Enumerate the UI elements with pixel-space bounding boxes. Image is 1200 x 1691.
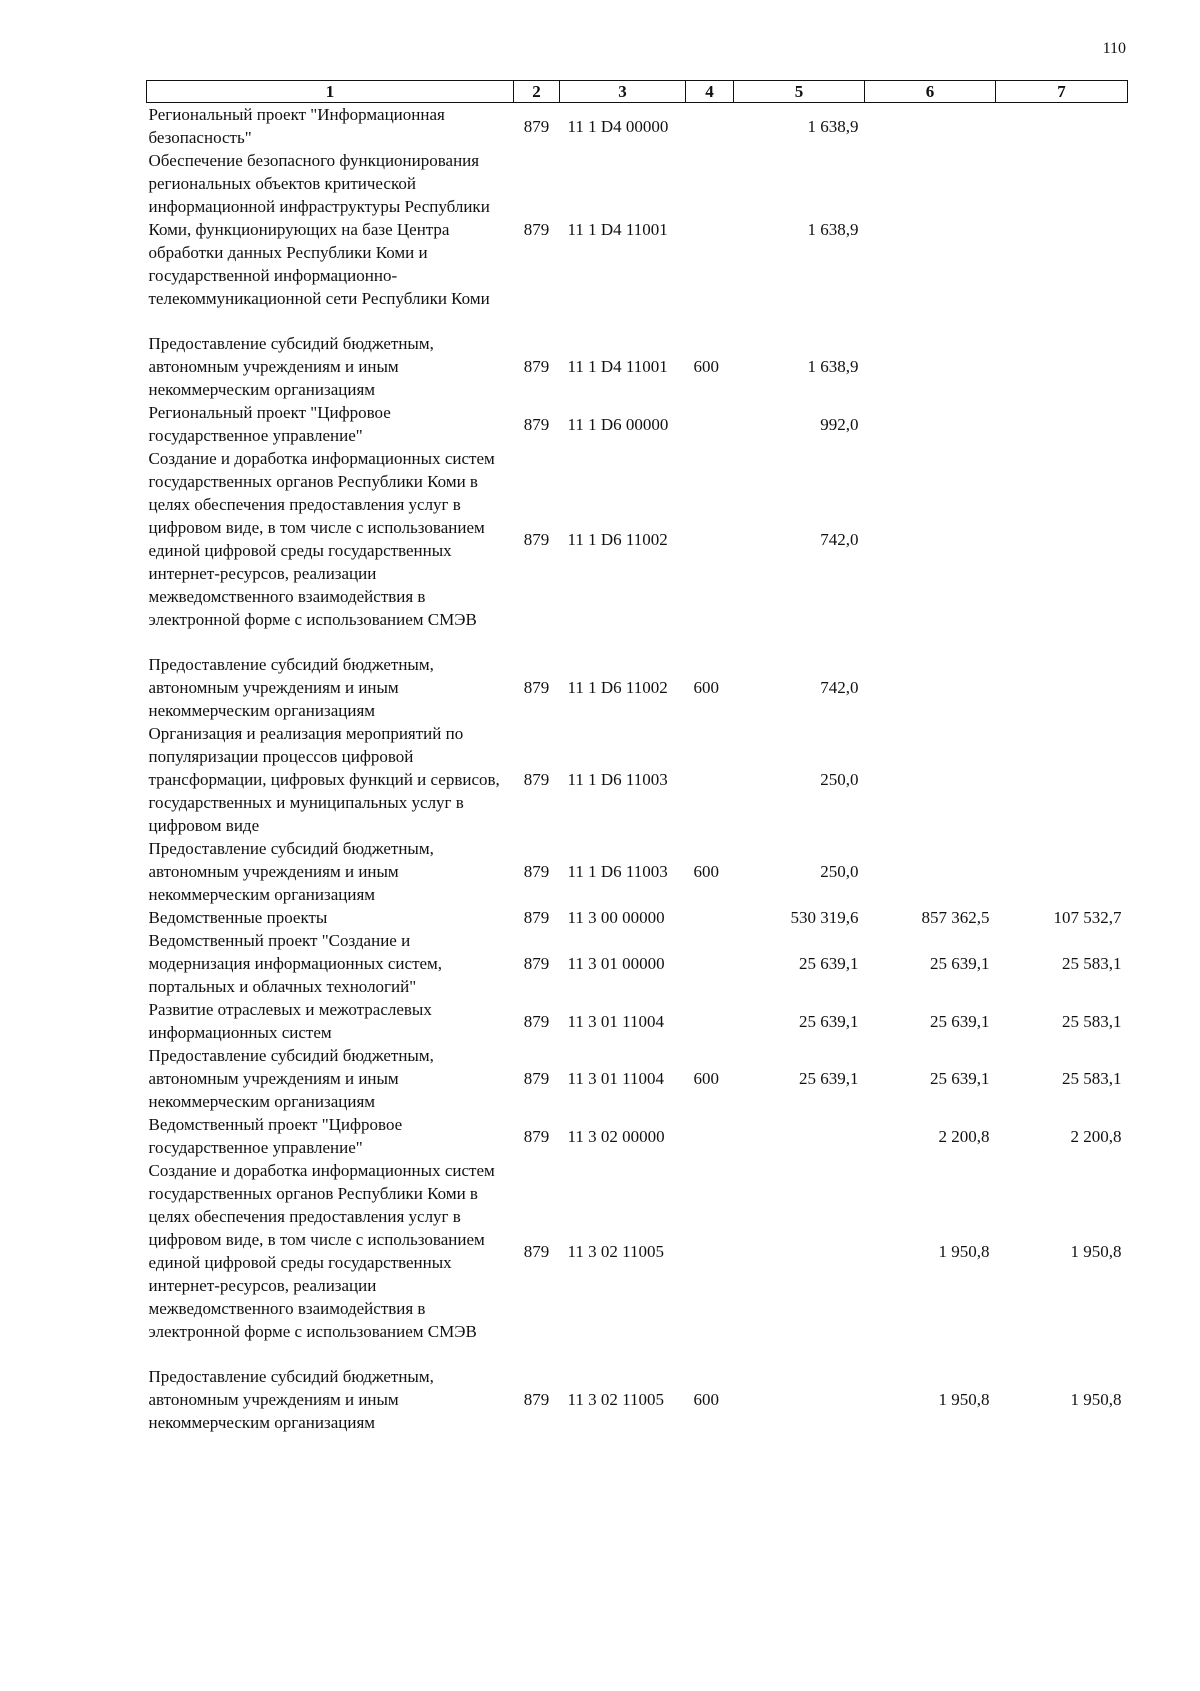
- row-code-4: [686, 149, 734, 310]
- row-code-2: 879: [523, 1390, 550, 1409]
- row-code-2: 879: [523, 1126, 550, 1146]
- row-name: Организация и реализация мероприятий по популяризации процессов цифровой трансформации, цифровых функций и сервисов, государственных и муниципальных услуг в цифровом виде: [148, 724, 500, 835]
- row-code-4: 600: [693, 357, 719, 376]
- row-value-6: [865, 401, 996, 447]
- row-name: Предоставление субсидий бюджетным, автономным учреждениям и иным некоммерческим организациям: [148, 655, 434, 720]
- row-name: Региональный проект "Цифровое государственное управление": [148, 403, 391, 445]
- row-value-6: 857 362,5: [921, 908, 990, 927]
- row-value-7: [996, 401, 1128, 447]
- row-value-6: 1 950,8: [938, 1241, 990, 1261]
- row-value-7: 1 950,8: [1070, 1390, 1122, 1409]
- row-value-6: [865, 447, 996, 631]
- row-name: Развитие отраслевых и межотраслевых информационных систем: [148, 1000, 432, 1042]
- row-value-6: 25 639,1: [930, 1069, 990, 1088]
- row-code-3: 11 1 D6 11002: [567, 678, 668, 697]
- row-code-4: [686, 103, 734, 150]
- column-header-1: 1: [147, 81, 514, 103]
- row-value-7: [996, 332, 1128, 401]
- row-name: Ведомственный проект "Цифровое государственное управление": [148, 1115, 403, 1157]
- row-value-7: [996, 149, 1128, 310]
- column-header-5: 5: [734, 81, 865, 103]
- row-code-2: 879: [523, 357, 550, 376]
- row-value-6: 1 950,8: [938, 1390, 990, 1409]
- row-code-3: 11 3 02 11005: [567, 1390, 664, 1409]
- row-code-2: 879: [523, 908, 550, 927]
- table-row: [147, 929, 1128, 998]
- column-header-7: 7: [996, 81, 1128, 103]
- row-code-4: [686, 1159, 734, 1343]
- row-value-5: 742,0: [820, 678, 859, 697]
- row-value-7: [996, 837, 1128, 906]
- row-code-4: 600: [693, 678, 719, 697]
- column-header-4: 4: [686, 81, 734, 103]
- row-code-2: 879: [523, 220, 550, 239]
- row-value-7: 107 532,7: [1053, 908, 1122, 927]
- row-value-5: [734, 1159, 865, 1343]
- page-number: 110: [1102, 40, 1126, 57]
- table-row: [147, 653, 1128, 722]
- row-code-3: 11 3 02 11005: [567, 1241, 664, 1261]
- row-code-3: 11 3 00 00000: [567, 908, 665, 927]
- row-code-4: [686, 722, 734, 837]
- row-code-4: [686, 998, 734, 1044]
- table-row: [147, 103, 1128, 150]
- row-value-5: 1 638,9: [807, 357, 859, 376]
- row-name: Создание и доработка информационных систем государственных органов Республики Коми в целях обеспечения предоставления услуг в цифровом виде, в том числе с использованием единой цифровой среды государственных интернет-ресурсов, реализации межведомственного взаимодействия в электронной форме с использованием СМЭВ: [148, 449, 495, 629]
- row-name: Ведомственные проекты: [148, 908, 328, 927]
- row-code-3: 11 3 02 00000: [567, 1126, 665, 1146]
- row-name: Предоставление субсидий бюджетным, автономным учреждениям и иным некоммерческим организациям: [148, 839, 434, 904]
- row-code-4: [686, 906, 734, 929]
- row-code-2: 879: [523, 1011, 550, 1031]
- row-value-7: [996, 447, 1128, 631]
- row-code-4: [686, 929, 734, 998]
- row-code-3: 11 1 D4 11001: [567, 357, 668, 376]
- table-row: [147, 1159, 1128, 1343]
- row-name: Предоставление субсидий бюджетным, автономным учреждениям и иным некоммерческим организациям: [148, 1367, 434, 1432]
- row-code-4: [686, 447, 734, 631]
- row-code-2: 879: [523, 678, 550, 697]
- row-value-7: [996, 722, 1128, 837]
- row-value-7: [996, 103, 1128, 150]
- table-row: [147, 722, 1128, 837]
- row-code-2: 879: [523, 954, 550, 973]
- row-name: Предоставление субсидий бюджетным, автономным учреждениям и иным некоммерческим организациям: [148, 334, 434, 399]
- table-row: [147, 401, 1128, 447]
- table-row: [147, 906, 1128, 929]
- row-value-6: [865, 103, 996, 150]
- row-code-3: 11 1 D6 00000: [567, 414, 669, 434]
- row-code-2: 879: [523, 770, 550, 789]
- row-value-7: 25 583,1: [1062, 1011, 1122, 1031]
- row-code-2: 879: [523, 1069, 550, 1088]
- row-name: Региональный проект "Информационная безопасность": [148, 105, 445, 147]
- column-header-3: 3: [560, 81, 686, 103]
- row-code-3: 11 1 D4 00000: [567, 116, 669, 136]
- row-code-2: 879: [523, 116, 550, 136]
- row-value-6: [865, 653, 996, 722]
- row-value-6: 2 200,8: [938, 1126, 990, 1146]
- row-code-4: 600: [693, 862, 719, 881]
- row-value-5: 530 319,6: [790, 908, 859, 927]
- table-row: [147, 1365, 1128, 1434]
- row-code-3: 11 1 D6 11003: [567, 862, 668, 881]
- row-value-6: 25 639,1: [930, 954, 990, 973]
- table-row: [147, 447, 1128, 631]
- row-code-4: [686, 401, 734, 447]
- row-value-6: 25 639,1: [930, 1011, 990, 1031]
- row-value-5: 25 639,1: [799, 1011, 859, 1031]
- row-code-2: 879: [523, 529, 550, 549]
- row-value-5: 250,0: [820, 770, 859, 789]
- row-code-2: 879: [523, 862, 550, 881]
- row-value-6: [865, 332, 996, 401]
- row-code-4: 600: [693, 1069, 719, 1088]
- table-row: [147, 998, 1128, 1044]
- table-row: [147, 1044, 1128, 1113]
- row-code-2: 879: [523, 414, 550, 434]
- row-code-3: 11 1 D6 11002: [567, 529, 668, 549]
- row-code-3: 11 1 D6 11003: [567, 770, 668, 789]
- row-code-3: 11 3 01 11004: [567, 1011, 664, 1031]
- row-code-3: 11 3 01 11004: [567, 1069, 664, 1088]
- table-header-row: [147, 81, 1128, 103]
- row-code-3: 11 3 01 00000: [567, 954, 665, 973]
- row-value-5: [734, 1113, 865, 1159]
- row-value-5: 1 638,9: [807, 116, 859, 136]
- row-spacer: [147, 310, 1128, 332]
- row-code-3: 11 1 D4 11001: [567, 220, 668, 239]
- row-value-7: [996, 653, 1128, 722]
- table-row: [147, 149, 1128, 310]
- row-name: Обеспечение безопасного функционирования региональных объектов критической информационной инфраструктуры Республики Коми, функционирующих на базе Центра обработки данных Республики Коми и государственной информационно-телекоммуникационной сети Республики Коми: [148, 151, 490, 308]
- row-value-7: 2 200,8: [1070, 1126, 1122, 1146]
- row-value-7: 1 950,8: [1070, 1241, 1122, 1261]
- column-header-6: 6: [865, 81, 996, 103]
- table-row: [147, 332, 1128, 401]
- row-value-6: [865, 722, 996, 837]
- row-value-5: 992,0: [820, 414, 859, 434]
- column-header-2: 2: [514, 81, 560, 103]
- row-value-5: 25 639,1: [799, 1069, 859, 1088]
- budget-table: [146, 80, 1128, 1434]
- row-value-5: 742,0: [820, 529, 859, 549]
- row-name: Создание и доработка информационных систем государственных органов Республики Коми в целях обеспечения предоставления услуг в цифровом виде, в том числе с использованием единой цифровой среды государственных интернет-ресурсов, реализации межведомственного взаимодействия в электронной форме с использованием СМЭВ: [148, 1161, 495, 1341]
- row-spacer: [147, 1343, 1128, 1365]
- row-value-7: 25 583,1: [1062, 954, 1122, 973]
- row-value-5: [734, 1365, 865, 1434]
- row-spacer: [147, 631, 1128, 653]
- row-value-6: [865, 149, 996, 310]
- table-row: [147, 1113, 1128, 1159]
- row-name: Предоставление субсидий бюджетным, автономным учреждениям и иным некоммерческим организациям: [148, 1046, 434, 1111]
- row-code-4: [686, 1113, 734, 1159]
- row-code-4: 600: [693, 1390, 719, 1409]
- row-value-7: 25 583,1: [1062, 1069, 1122, 1088]
- row-name: Ведомственный проект "Создание и модернизация информационных систем, портальных и облачных технологий": [148, 931, 443, 996]
- row-value-6: [865, 837, 996, 906]
- row-value-5: 250,0: [820, 862, 859, 881]
- row-value-5: 25 639,1: [799, 954, 859, 973]
- table-row: [147, 837, 1128, 906]
- row-code-2: 879: [523, 1241, 550, 1261]
- row-value-5: 1 638,9: [807, 220, 859, 239]
